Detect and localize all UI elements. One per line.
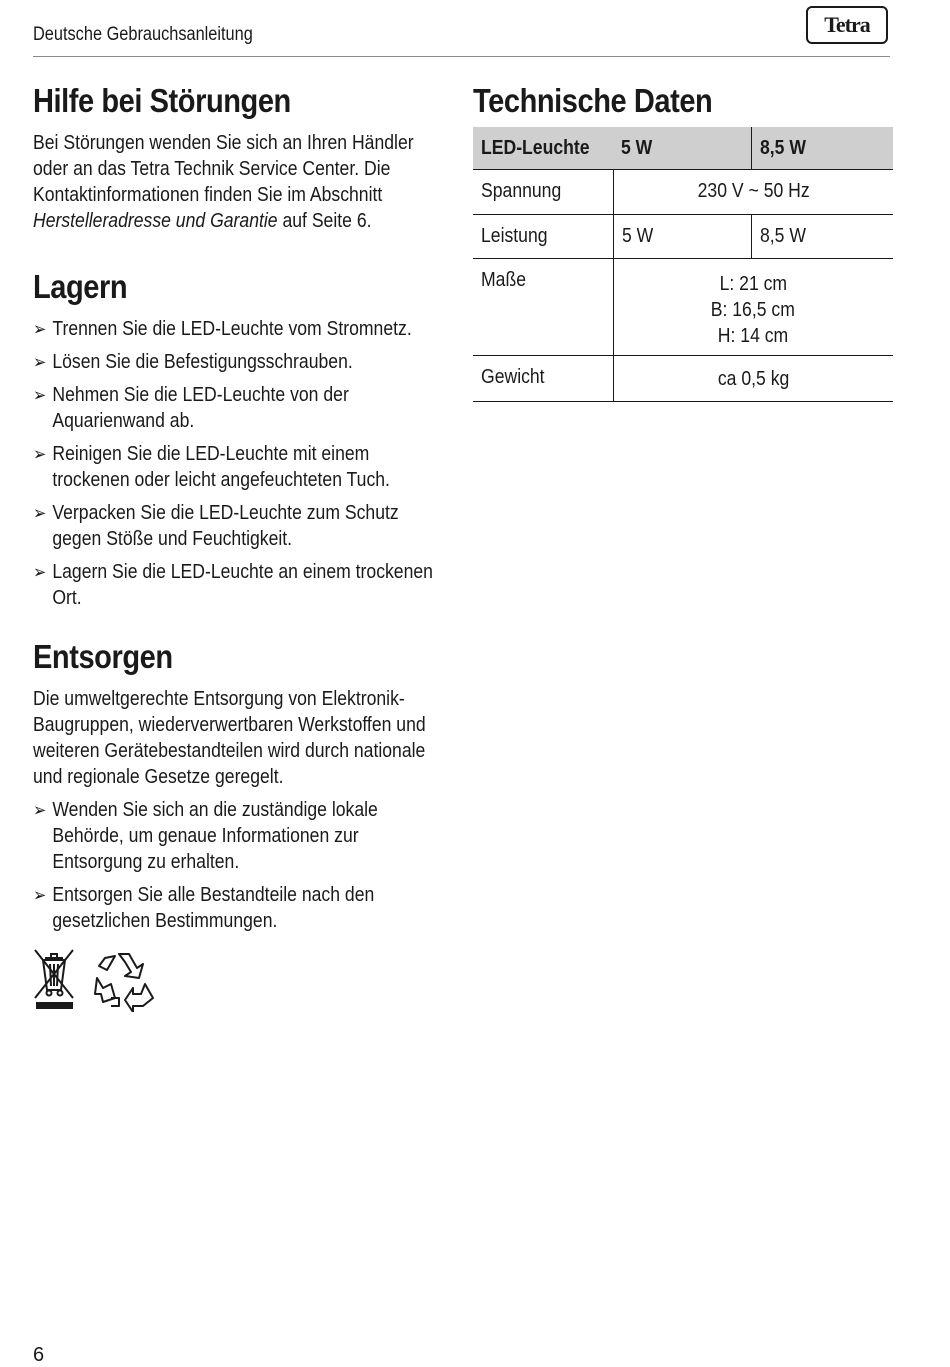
table-cell: Gewicht — [481, 366, 545, 388]
arrow-bullet-icon: ➢ — [33, 319, 47, 339]
troubleshooting-text — [33, 130, 451, 234]
arrow-bullet-icon: ➢ — [33, 352, 47, 372]
table-row — [473, 215, 893, 259]
tech-heading: Technische Daten — [473, 82, 713, 119]
arrow-bullet-icon: ➢ — [33, 562, 47, 582]
troubleshooting-text-before: Bei Störungen wenden Sie sich an Ihren Händler oder an das Tetra Technik Service Center. Die Kontaktinformationen finden Sie im Abschnitt — [33, 132, 414, 206]
list-item: ➢ Lagern Sie die LED-Leuchte an einem trockenen Ort. — [33, 561, 433, 609]
table-row — [473, 170, 893, 215]
page-number: 6 — [33, 1344, 45, 1366]
troubleshooting-section — [33, 82, 453, 234]
disposal-icons-svg — [33, 948, 163, 1012]
troubleshooting-text-after: auf Seite 6. — [277, 210, 372, 232]
disposal-text: Die umweltgerechte Entsorgung von Elektronik-Baugruppen, wiederverwertbaren Werkstoffen und weiteren Gerätebestandteilen wird durch nationale und regionale Gesetze geregelt. — [33, 688, 426, 788]
list-item: ➢ Lösen Sie die Befestigungsschrauben. — [33, 351, 353, 373]
disposal-heading: Entsorgen — [33, 638, 173, 675]
list-item: ➢ Verpacken Sie die LED-Leuchte zum Schutz gegen Stöße und Feuchtigkeit. — [33, 502, 399, 550]
page-header — [33, 12, 890, 57]
right-column — [473, 82, 893, 390]
table-cell: L: 21 cm B: 16,5 cm H: 14 cm — [613, 259, 893, 356]
header-title: Deutsche Gebrauchsanleitung — [33, 24, 253, 45]
list-item: ➢ Nehmen Sie die LED-Leuchte von der Aquarienwand ab. — [33, 384, 349, 432]
tetra-logo — [806, 6, 888, 44]
tech-table — [473, 127, 893, 402]
arrow-bullet-icon: ➢ — [33, 503, 47, 523]
list-item: ➢ Reinigen Sie die LED-Leuchte mit einem trockenen oder leicht angefeuchteten Tuch. — [33, 443, 390, 491]
troubleshooting-heading: Hilfe bei Störungen — [33, 82, 291, 119]
table-cell: Leistung — [481, 225, 548, 247]
table-cell: ca 0,5 kg — [613, 356, 893, 402]
table-cell: 8,5 W — [751, 215, 893, 259]
storage-steps — [33, 316, 447, 611]
disposal-icons — [33, 948, 163, 1012]
arrow-bullet-icon: ➢ — [33, 800, 47, 820]
table-cell: 230 V ~ 50 Hz — [613, 170, 893, 215]
arrow-bullet-icon: ➢ — [33, 444, 47, 464]
table-header-cell: 5 W — [613, 127, 751, 170]
weee-bar — [36, 1002, 73, 1009]
logo-text: Tetra — [824, 12, 870, 37]
table-header-cell: 8,5 W — [751, 127, 893, 170]
table-row — [473, 259, 893, 356]
table-cell: Maße — [481, 269, 526, 291]
arrow-bullet-icon: ➢ — [33, 385, 47, 405]
recycling-icon — [95, 954, 153, 1012]
arrow-bullet-icon: ➢ — [33, 885, 47, 905]
list-item: ➢ Trennen Sie die LED-Leuchte vom Stromnetz. — [33, 318, 412, 340]
table-cell: Spannung — [481, 180, 562, 202]
table-header-row — [473, 127, 893, 170]
storage-section — [33, 268, 453, 618]
list-item: ➢ Entsorgen Sie alle Bestandteile nach den gesetzlichen Bestimmungen. — [33, 884, 375, 932]
list-item: ➢ Wenden Sie sich an die zuständige lokale Behörde, um genaue Informationen zur Entsorgung zu erhalten. — [33, 799, 378, 873]
weee-crossed-bin-icon — [35, 950, 73, 998]
troubleshooting-text-italic: Herstelleradresse und Garantie — [33, 210, 278, 232]
table-row — [473, 356, 893, 402]
disposal-steps — [33, 797, 447, 934]
storage-heading: Lagern — [33, 268, 128, 305]
disposal-section — [33, 638, 453, 941]
table-header-cell: LED-Leuchte — [473, 127, 613, 170]
table-cell: 5 W — [613, 215, 751, 259]
